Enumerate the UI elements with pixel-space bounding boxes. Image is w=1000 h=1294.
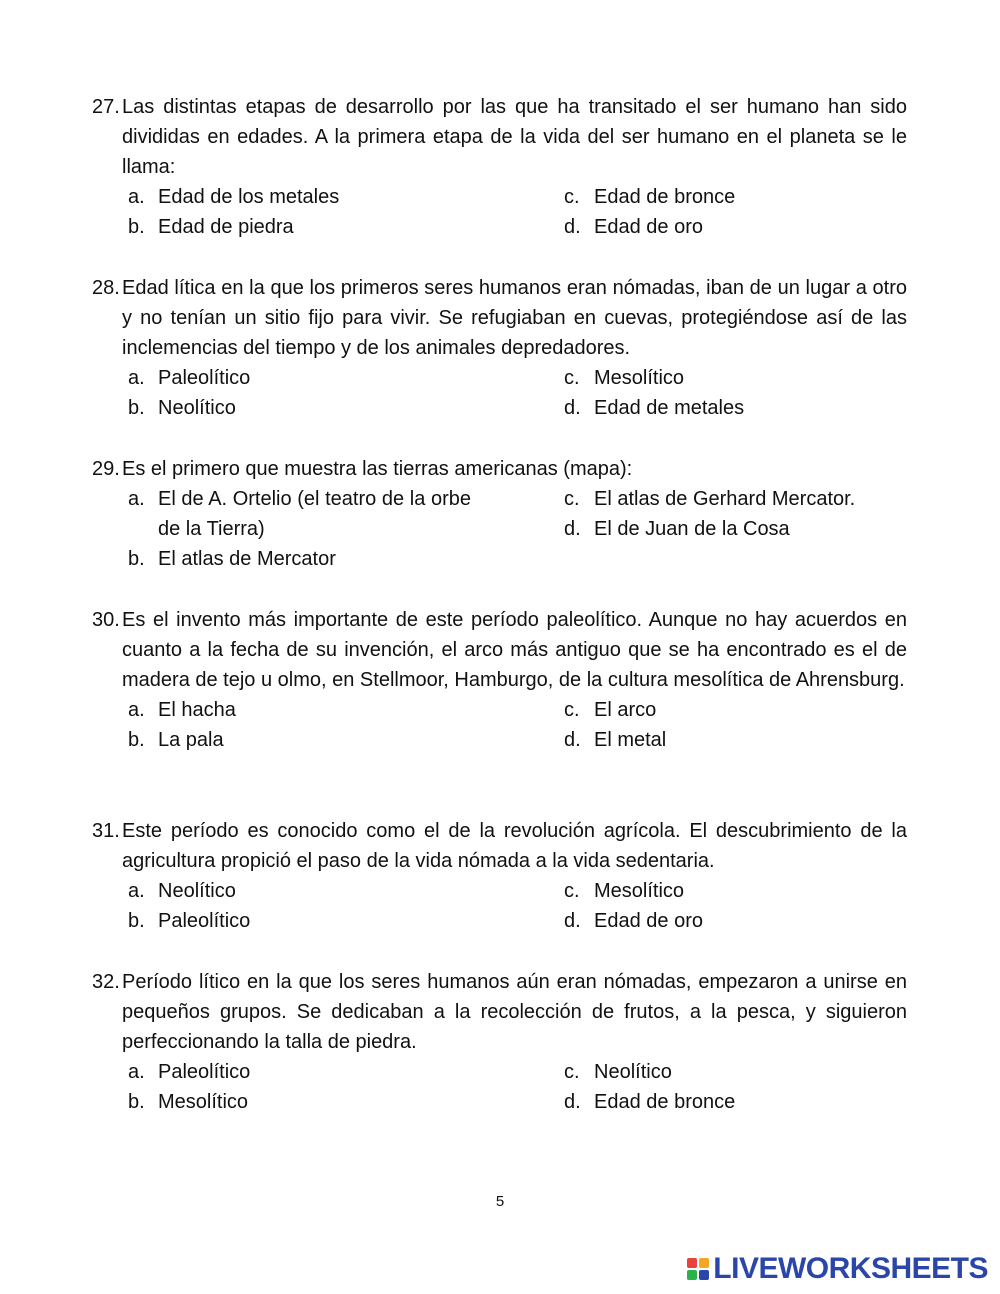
option-b[interactable] [128, 393, 564, 423]
option-c[interactable] [564, 182, 907, 212]
option-text: Mesolítico [594, 367, 685, 389]
option-letter: c. [564, 186, 580, 208]
option-text: Edad de oro [594, 216, 703, 238]
option-d[interactable] [564, 514, 907, 544]
option-text: Neolítico [158, 397, 236, 419]
liveworksheets-logo [687, 1252, 988, 1286]
option-a[interactable] [128, 1057, 564, 1087]
option-b[interactable] [128, 212, 564, 242]
question-text: Es el invento más importante de este período paleolítico. Aunque no hay acuerdos en cuanto a la fecha de su invención, el arco más antiguo que se ha encontrado es el de madera de tejo u olmo, en Stellmoor, Hamburgo, de la cultura mesolítica de Ahrensburg. [122, 609, 907, 691]
option-letter: a. [128, 488, 145, 510]
option-c[interactable] [564, 363, 907, 393]
question-30 [92, 605, 907, 755]
option-letter: b. [128, 216, 145, 238]
option-letter: b. [128, 729, 145, 751]
option-text: El metal [594, 729, 667, 751]
question-number: 30. [92, 609, 120, 631]
option-text: El de Juan de la Cosa [594, 518, 790, 540]
option-text: El de A. Ortelio (el teatro de la orbe de la Tierra) [158, 488, 471, 540]
logo-text: LIVEWORKSHEETS [713, 1252, 988, 1285]
option-text: Edad de metales [594, 397, 745, 419]
option-a[interactable] [128, 182, 564, 212]
question-text: Período lítico en la que los seres humanos aún eran nómadas, empezaron a unirse en pequeños grupos. Se dedicaban a la recolección de frutos, a la pesca, y siguieron perfeccionando la talla de piedra. [122, 971, 907, 1053]
question-32 [92, 967, 907, 1117]
options [92, 1057, 907, 1117]
option-letter: b. [128, 1091, 145, 1113]
option-c[interactable] [564, 484, 907, 514]
options-right-column [564, 484, 907, 544]
option-a[interactable] [128, 695, 564, 725]
option-letter: b. [128, 397, 145, 419]
option-text: El atlas de Gerhard Mercator. [594, 488, 856, 510]
logo-tile [687, 1258, 697, 1268]
question-27 [92, 92, 907, 242]
option-letter: a. [128, 186, 145, 208]
question-text: Este período es conocido como el de la revolución agrícola. El descubrimiento de la agricultura propició el paso de la vida nómada a la vida sedentaria. [122, 820, 907, 872]
option-letter: a. [128, 367, 145, 389]
option-c[interactable] [564, 695, 907, 725]
option-letter: a. [128, 880, 145, 902]
option-d[interactable] [564, 1087, 907, 1117]
question-number: 29. [92, 458, 120, 480]
question-number: 31. [92, 820, 120, 842]
option-letter: a. [128, 1061, 145, 1083]
option-letter: c. [564, 1061, 580, 1083]
question-number: 32. [92, 971, 120, 993]
option-text: Edad de bronce [594, 186, 736, 208]
option-letter: c. [564, 880, 580, 902]
option-d[interactable] [564, 906, 907, 936]
question-text: Edad lítica en la que los primeros seres humanos eran nómadas, iban de un lugar a otro y no tenían un sitio fijo para vivir. Se refugiaban en cuevas, protegiéndose así de las inclemencias del tiempo y de los animales depredadores. [122, 277, 907, 359]
options [92, 484, 907, 574]
option-a[interactable] [128, 876, 564, 906]
option-letter: a. [128, 699, 145, 721]
options [92, 876, 907, 936]
option-text: El atlas de Mercator [158, 548, 336, 570]
option-letter: d. [564, 729, 581, 751]
option-letter: b. [128, 910, 145, 932]
page-number: 5 [495, 1193, 505, 1210]
option-letter: c. [564, 699, 580, 721]
option-b[interactable] [128, 544, 564, 574]
option-text: Edad de oro [594, 910, 703, 932]
option-text: El hacha [158, 699, 236, 721]
option-b[interactable] [128, 906, 564, 936]
logo-tile [699, 1258, 709, 1268]
options [92, 182, 907, 242]
option-letter: c. [564, 488, 580, 510]
option-letter: d. [564, 518, 581, 540]
option-a[interactable] [128, 363, 564, 393]
option-text: Edad de bronce [594, 1091, 736, 1113]
logo-tile [687, 1270, 697, 1280]
option-letter: d. [564, 1091, 581, 1113]
option-d[interactable] [564, 212, 907, 242]
question-number: 27. [92, 96, 120, 118]
option-d[interactable] [564, 725, 907, 755]
option-text: Paleolítico [158, 910, 251, 932]
option-a[interactable] [128, 484, 564, 544]
option-text: Mesolítico [594, 880, 685, 902]
option-text: El arco [594, 699, 657, 721]
option-letter: d. [564, 216, 581, 238]
question-29 [92, 454, 907, 574]
options [92, 695, 907, 755]
option-letter: d. [564, 910, 581, 932]
options [92, 363, 907, 423]
option-b[interactable] [128, 725, 564, 755]
option-letter: c. [564, 367, 580, 389]
option-text: Neolítico [158, 880, 236, 902]
option-letter: b. [128, 548, 145, 570]
option-c[interactable] [564, 876, 907, 906]
option-text: Neolítico [594, 1061, 672, 1083]
question-31 [92, 816, 907, 936]
option-d[interactable] [564, 393, 907, 423]
question-text: Es el primero que muestra las tierras americanas (mapa): [122, 458, 633, 480]
question-28 [92, 273, 907, 423]
logo-tiles-icon [687, 1258, 709, 1280]
option-text: La pala [158, 729, 224, 751]
question-number: 28. [92, 277, 120, 299]
option-text: Paleolítico [158, 1061, 251, 1083]
option-text: Paleolítico [158, 367, 251, 389]
logo-tile [699, 1270, 709, 1280]
option-text: Edad de piedra [158, 216, 294, 238]
option-c[interactable] [564, 1057, 907, 1087]
option-text: Edad de los metales [158, 186, 340, 208]
option-b[interactable] [128, 1087, 564, 1117]
question-text: Las distintas etapas de desarrollo por las que ha transitado el ser humano han sido divididas en edades. A la primera etapa de la vida del ser humano en el planeta se le llama: [122, 96, 907, 178]
option-text: Mesolítico [158, 1091, 249, 1113]
option-letter: d. [564, 397, 581, 419]
